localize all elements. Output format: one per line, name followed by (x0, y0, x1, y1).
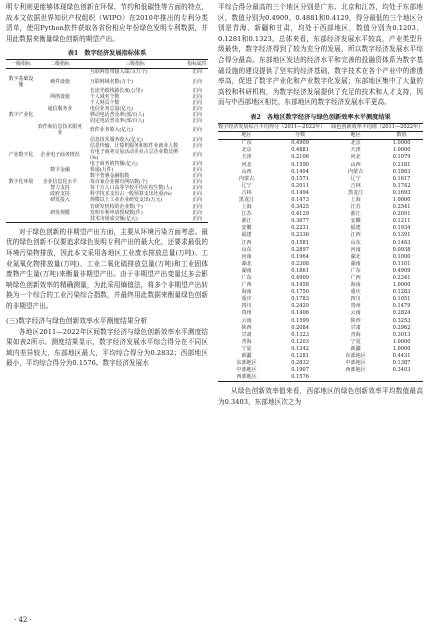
table2-cell: 1.0000 (392, 140, 411, 147)
table2-cell: 西部地区 (236, 374, 257, 381)
table2-cell: 0.1211 (392, 218, 411, 225)
table2-cell: 0.1391 (392, 232, 411, 239)
table2-cell: 1.0000 (392, 147, 411, 154)
table2-cell: 0.2091 (392, 211, 411, 218)
table2-cell: 贵州 (241, 310, 252, 317)
table2-cell: 海南 (241, 289, 252, 296)
table2-cell: 广东 (241, 140, 252, 147)
table2-cell: 0.2084 (291, 324, 310, 331)
table1-caption: 表1 数字经济发展指标体系 (67, 50, 147, 58)
table1-cell: 数字基础设施 (8, 75, 34, 88)
table2-cell: 江苏 (241, 211, 252, 218)
table2-cell: 辽宁 (350, 175, 361, 182)
table2-cell: 天津 (241, 154, 252, 161)
table1-cell: 正向 (192, 136, 202, 143)
table2-cell: 0.1599 (291, 317, 310, 324)
table2-cell: 0.4881 (291, 147, 310, 154)
table2-cell: 湖南 (350, 260, 361, 267)
table2-cell: 湖北 (350, 253, 361, 260)
table2-row (218, 197, 423, 204)
table2-group-header: 绿色创新效率平均值（2011—2022年） (331, 123, 424, 130)
table1-cell: 固定电话普及率(部/百人) (90, 118, 145, 125)
table2-row (218, 346, 423, 353)
table2-subheader: 地区 (331, 132, 380, 140)
table1-cell: 正向 (192, 185, 202, 192)
table1-cell: 正向 (192, 160, 202, 167)
table2-cell: 东部地区 (345, 353, 366, 360)
table2-cell: 0.2336 (291, 232, 310, 239)
table1-cell (36, 69, 84, 76)
table1-cell: 正向 (192, 142, 202, 149)
table2-row (218, 318, 423, 325)
table2-subheader: 数值 (380, 132, 423, 140)
table1-row (6, 69, 208, 76)
table2-cell: 北京 (350, 140, 361, 147)
table1-cell: 规模以上工业企业研发支出(万元) (90, 197, 163, 204)
table2-row (218, 162, 423, 169)
table2-cell: 0.1283 (392, 289, 411, 296)
table1-cell: 硬件设施 (50, 78, 70, 85)
table2-group-header-row (218, 123, 423, 131)
table2-cell: 0.2011 (291, 182, 310, 189)
paragraph-regional-analysis: 平综合得分最高的三个地区分别是广东、北京和江苏，均处于东部地区，数值分别为0.4909、0.4881和0.4129，得分最低的三个地区分别是青海、新疆和甘肃，均处于西部地区，数值分别为0.1203、0.1281和0.1323。总体来看，东部经济发展水平较高，产业类型升级最快，数字经济得到了较为充分的发展，所以数字经济发展水平综合得分最高。东部地区发达的经济水平和完善的投融资体系为数字基础设施的建设提供了坚实的经济基础，数字技术在各个产业中的渗透率高，促进了数字产业化和产业数字化发展；东部地区集中了大量的高校和科研机构，为数字经济发展提供了充足的技术和人才支持，因而与中西部地区相比，东部地区的数字经济发展水平更高。 (218, 3, 423, 107)
table1-cell: 正向 (192, 203, 202, 210)
table1-cell: 有电子商务交易活动企业占总企业数比例(%) (90, 148, 179, 161)
table1-cell: 正向 (192, 69, 202, 76)
table2-row (218, 169, 423, 176)
paragraph-undesirable-output: 对于绿色创新的非期望产出方面，主要从环境污染方面考虑。最优的绿色创新不仅要追求绿色发明专利产出的最大化，还要求最低的环境污染物排放，因此本文采用各地区工业废水排放总量(万吨)、工业氮氧化物排放量(万吨)、工业二氧化硫排放总量(万吨)和工业固体废物产生量(万吨)来衡量非期望产出。由于非期望产出变量过多会影响绿色创新效率的精确测量，为此采用熵值法，将多个非期望产出转换为一个综合的工业污染综合指数，并最终用此数据来衡量绿色创新的非期望产出。 (6, 227, 208, 310)
table2-cell (331, 374, 380, 382)
table2-cell: 0.1863 (392, 168, 411, 175)
table2-cell: 0.2962 (392, 324, 411, 331)
table2-row (218, 254, 423, 261)
table1-cell: 研发规模 (50, 209, 70, 216)
table2-cell: 0.1463 (392, 239, 411, 246)
table2-cell: 湖北 (241, 260, 252, 267)
table2-cell: 重庆 (350, 289, 361, 296)
table2-cell: 江西 (241, 239, 252, 246)
page-number: · 42 · (14, 616, 32, 624)
table2-cell: 江苏 (350, 204, 361, 211)
table2-cell: 福建 (350, 225, 361, 232)
table2-cell: 0.4909 (392, 267, 411, 274)
table2-row (218, 332, 423, 339)
table2-cell: 0.4909 (291, 140, 310, 147)
table2-cell: 天津 (350, 147, 361, 154)
table2-row (218, 268, 423, 275)
paragraph-green-efficiency: 从绿色创新效率值来看，西部地区的绿色创新效率平均数值最高为0.3403，东部地区次之为 (218, 387, 423, 407)
table2-row (218, 240, 423, 247)
table1-cell: 电信业务总量(亿元) (90, 106, 133, 113)
table2-cell: 东部地区 (236, 360, 257, 367)
table2-cell: 0.2541 (392, 204, 411, 211)
table2-row (218, 261, 423, 268)
table2-cell: 0.1693 (392, 189, 411, 196)
table1-cell: 正向 (192, 166, 202, 173)
paragraph-green-patents: 明专利则更能够体现绿色创新在环保、节约和低碳性等方面的特点，故本文依据世界知识产权组织（WIPO）在2010年推出的专利分类清单，使用Python软件获取各省份相应年份绿色发明专利数据，并用此数据来衡量绿色创新的期望产出。 (6, 3, 208, 43)
table1-cell: 长途光缆线路长度(公里) (90, 87, 143, 94)
table2-cell: 北京 (241, 147, 252, 154)
table1-cell: 电子商务销售额(亿元) (90, 160, 138, 167)
table2-cell: 0.1907 (291, 367, 310, 374)
table2-cell: 河北 (241, 161, 252, 168)
table1-cell: 数字普惠金融指数 (90, 173, 130, 180)
table2-cell: 0.1571 (291, 175, 310, 182)
table2-cell: 0.3403 (392, 367, 411, 374)
table2-cell: 上海 (350, 196, 361, 203)
table2-row (218, 339, 423, 346)
table2-cell: 浙江 (350, 211, 361, 218)
table2-cell: 1.0000 (392, 282, 411, 289)
table2-cell: 山西 (241, 168, 252, 175)
table1-header-row (6, 60, 208, 69)
table2-row (218, 325, 423, 332)
table2-cell: 青海 (350, 331, 361, 338)
table2-subheader-row (218, 132, 423, 140)
table1-cell: 千人网页个数 (90, 99, 120, 106)
table2-cell: 广东 (350, 267, 361, 274)
table2-row (218, 232, 423, 239)
table1-header-cell: 二级指标 (36, 60, 84, 69)
table1-cell (36, 216, 84, 223)
table2-cell: 0.3253 (392, 317, 411, 324)
table2-cell: 新疆 (350, 345, 361, 352)
table1-cell: 发明专利申请授权数(件) (90, 209, 143, 216)
table2-cell: 0.4431 (392, 353, 411, 360)
table2-cell: 0.4909 (291, 275, 310, 282)
table2-cell: 吉林 (350, 182, 361, 189)
table2-cell: 河南 (241, 253, 252, 260)
table1-cell: 正向 (192, 118, 202, 125)
table2-cell: 0.1323 (291, 331, 310, 338)
table2-cell: 重庆 (241, 296, 252, 303)
table2-cell: 中部地区 (236, 367, 257, 374)
table1-cell: 企业电子商务情况 (40, 151, 80, 158)
table2-cell: 0.0938 (392, 246, 411, 253)
table2-cell: 新疆 (241, 353, 252, 360)
table1-cell: 正向 (192, 215, 202, 222)
table2-row (218, 176, 423, 183)
table1-cell: 正向 (192, 87, 202, 94)
table1-cell: 通信服务业 (47, 106, 73, 113)
table2-cell: 0.1494 (291, 168, 310, 175)
table2-cell: 0.1406 (291, 310, 310, 317)
table1-cell: 研发投入 (50, 197, 70, 204)
table2-cell: 0.4129 (291, 211, 310, 218)
table2-cell: 陕西 (350, 317, 361, 324)
table1-cell: 正向 (192, 106, 202, 113)
table2-cell: 0.1590 (291, 161, 310, 168)
table1-cell: 软件和信息技术服务业 (37, 124, 83, 137)
table1-cell (6, 216, 36, 223)
table2-row (218, 190, 423, 197)
table1-cell: 互联网宽带接入端口(万个) (90, 69, 148, 76)
left-column (6, 2, 208, 369)
table1-cell: 正向 (192, 93, 202, 100)
table1-row (6, 216, 208, 223)
table1-cell: 正向 (192, 173, 202, 180)
table1-cell: 政府支持 (50, 191, 70, 198)
table1-cell: 正向 (192, 127, 202, 134)
table2-cell: 1.0000 (392, 196, 411, 203)
table2-cell: 甘肃 (350, 324, 361, 331)
table1-cell (6, 69, 36, 76)
table1-cell: 互联网域名数(万个) (90, 78, 133, 85)
right-column (218, 2, 423, 408)
table1-cell: 科学技术支出占一般预算支出比重(%) (90, 191, 172, 198)
table2-cell: 0.2824 (392, 310, 411, 317)
table1-cell: 千人域名个数 (90, 93, 120, 100)
table2-cell: 广西 (350, 275, 361, 282)
table1-cell: 正向 (192, 151, 202, 158)
table2-cell: 0.1000 (392, 253, 411, 260)
table2-cell: 0.1742 (392, 182, 411, 189)
table2-cell: 0.1473 (291, 196, 310, 203)
table2-cell: 四川 (350, 296, 361, 303)
table1-cell: 数字金融 (50, 166, 70, 173)
table2-cell: 云南 (350, 310, 361, 317)
table2-cell: 黑龙江 (238, 196, 255, 203)
table2-cell: 四川 (241, 303, 252, 310)
table2-cell: 0.1342 (291, 345, 310, 352)
table2-cell: 0.1281 (291, 353, 310, 360)
table2-cell: 0.1576 (291, 374, 310, 381)
table2-group-header: 数字经济发展综合平均得分（2011—2022年） (218, 123, 326, 130)
table2-cell: 辽宁 (241, 182, 252, 189)
table1-cell: 正向 (192, 78, 202, 85)
table2-cell: 0.1783 (291, 296, 310, 303)
table1-header-cell: 三级指标 (84, 60, 186, 69)
table1-cell: 正向 (192, 99, 202, 106)
table1-cell: 智力支持 (50, 185, 70, 192)
table2-cell: 湖南 (241, 267, 252, 274)
table2-cell: 0.1051 (392, 296, 411, 303)
table2-cell: 河南 (350, 246, 361, 253)
table2-cell: 浙江 (241, 218, 252, 225)
table2-cell (380, 374, 423, 382)
table2-cell: 山西 (350, 161, 361, 168)
table2-cell: 河北 (350, 154, 361, 161)
table2-cell: 0.2181 (392, 161, 411, 168)
table2-cell: 0.1203 (291, 338, 310, 345)
table2-cell: 广东 (241, 275, 252, 282)
table2-cell: 吉林 (241, 189, 252, 196)
table1-cell: 信息技术服务收入(亿元) (90, 136, 143, 143)
table2-cell: 安徽 (241, 225, 252, 232)
table2-cell: 山东 (241, 246, 252, 253)
table2-regional-results (218, 123, 423, 382)
table2-cell: 0.3677 (291, 218, 310, 225)
table1-row (6, 76, 208, 88)
table2-cell: 0.1079 (392, 154, 411, 161)
table2-cell: 宁夏 (241, 345, 252, 352)
table2-cell: 0.3013 (392, 331, 411, 338)
table2-cell: 1.0000 (392, 345, 411, 352)
table2-cell: 0.1101 (392, 260, 411, 267)
table1-row (6, 124, 208, 136)
table2-row (218, 154, 423, 161)
table2-cell: 0.1750 (291, 289, 310, 296)
table2-cell: 0.1964 (291, 253, 310, 260)
table2-cell: 0.1494 (291, 189, 310, 196)
table2-cell: 上海 (241, 204, 252, 211)
table2-cell: 0.2832 (291, 360, 310, 367)
section-subheading: (三)数字经济与绿色创新效率水平测度结果分析 (6, 316, 148, 325)
table1-cell: 网络设施 (50, 93, 70, 100)
table2-cell: 1.0000 (392, 338, 411, 345)
table1-cell: 正向 (192, 191, 202, 198)
table1-header-cell: 一级指标 (6, 60, 36, 69)
table2-cell: 0.2231 (291, 225, 310, 232)
table2-cell: 0.2429 (291, 303, 310, 310)
table2-cell: 0.3425 (291, 204, 310, 211)
table2-cell: 0.1861 (291, 267, 310, 274)
table2-row (218, 374, 423, 382)
table2-cell: 0.1458 (291, 282, 310, 289)
table2-caption: 表2 各地区数字经济与绿色创新效率水平测度结果 (250, 113, 391, 121)
table2-cell: 黑龙江 (347, 189, 364, 196)
table2-row (218, 183, 423, 190)
table1-cell: 有研发机构的企业数(个) (90, 203, 143, 210)
table2-cell: 0.1934 (392, 225, 411, 232)
table2-row (218, 310, 423, 317)
table1-cell: 企业信息化水平 (42, 179, 78, 186)
table1-cell: 正向 (192, 112, 202, 119)
table1-cell: 技术市场成交额(亿元) (90, 215, 138, 222)
table2-cell: 安徽 (350, 218, 361, 225)
table2-cell: 内蒙古 (238, 175, 255, 182)
table2-cell: 山东 (350, 239, 361, 246)
table2-cell: 福建 (241, 232, 252, 239)
table2-cell: 陕西 (241, 324, 252, 331)
table1-cell: 软件业务收入(亿元) (90, 127, 133, 134)
table2-cell: 青海 (241, 338, 252, 345)
table1-header-cell: 指标属性 (187, 61, 207, 68)
table1-cell: 每十万人口高等学校平均在校生数(人) (90, 185, 173, 192)
table1-cell: 正向 (192, 179, 202, 186)
table1-cell: 移动电话普及率(部/百人) (90, 112, 145, 119)
table2-cell: 广西 (241, 282, 252, 289)
table2-cell: 0.2341 (392, 275, 411, 282)
table2-cell: 贵州 (350, 303, 361, 310)
table2-cell: 云南 (241, 317, 252, 324)
table2-cell: 内蒙古 (347, 168, 364, 175)
table2-subheader: 分数 (275, 132, 325, 140)
table2-cell: 江西 (350, 232, 361, 239)
table1-row (6, 149, 208, 161)
table2-cell: 0.1387 (392, 360, 411, 367)
table2-cell: 中部地区 (345, 360, 366, 367)
table2-cell: 0.2897 (291, 246, 310, 253)
table2-cell: 海南 (350, 282, 361, 289)
table2-cell: 宁夏 (350, 338, 361, 345)
table2-cell: 0.1617 (392, 175, 411, 182)
table2-subheader: 地区 (218, 132, 275, 140)
table2-cell: 西部地区 (345, 367, 366, 374)
table1-cell: 产业数字化 (8, 151, 34, 158)
table2-row (218, 247, 423, 254)
table1-cell: 信息传输、计算机服务和软件业就业人数 (90, 142, 179, 149)
paragraph-measurement-results: 各地区2011—2022年区间数字经济与绿色创新效率水平测度结果如表2所示。测度结果显示，数字经济发展水平综合得分在不同区域内差异较大，东部地区最大，平均综合得分为0.2832；西部地区最小，平均综合得分为0.1576。数字经济发展水 (6, 327, 208, 368)
table1-indicator-system (6, 59, 208, 222)
table1-cell: 正向 (192, 197, 202, 204)
table1-cell (6, 124, 36, 136)
table1-cell: 数字化环境 (8, 179, 34, 186)
table2-cell: 0.1581 (291, 239, 310, 246)
table2-cell: 0.2106 (291, 154, 310, 161)
table1-cell: 每百家企业拥有网站数(个) (90, 179, 148, 186)
table1-cell: 数字产业化 (8, 112, 34, 119)
table2-cell: 0.2308 (291, 260, 310, 267)
table2-cell: 0.1479 (392, 303, 411, 310)
table1-cell: 快递(万件) (90, 166, 114, 173)
table2-cell: 甘肃 (241, 331, 252, 338)
table1-cell: 正向 (192, 209, 202, 216)
